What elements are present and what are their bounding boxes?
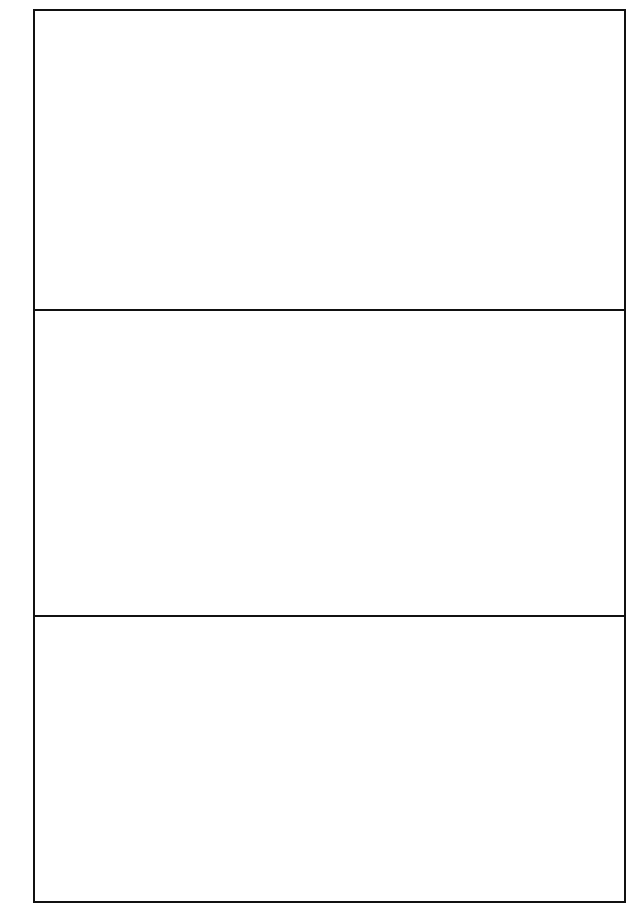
top-text-panel	[49, 17, 614, 303]
middle-divider	[35, 615, 624, 617]
middle-text-panel	[49, 317, 614, 609]
page-frame	[33, 9, 626, 903]
top-divider	[35, 309, 624, 311]
bottom-text-panel	[49, 623, 614, 895]
